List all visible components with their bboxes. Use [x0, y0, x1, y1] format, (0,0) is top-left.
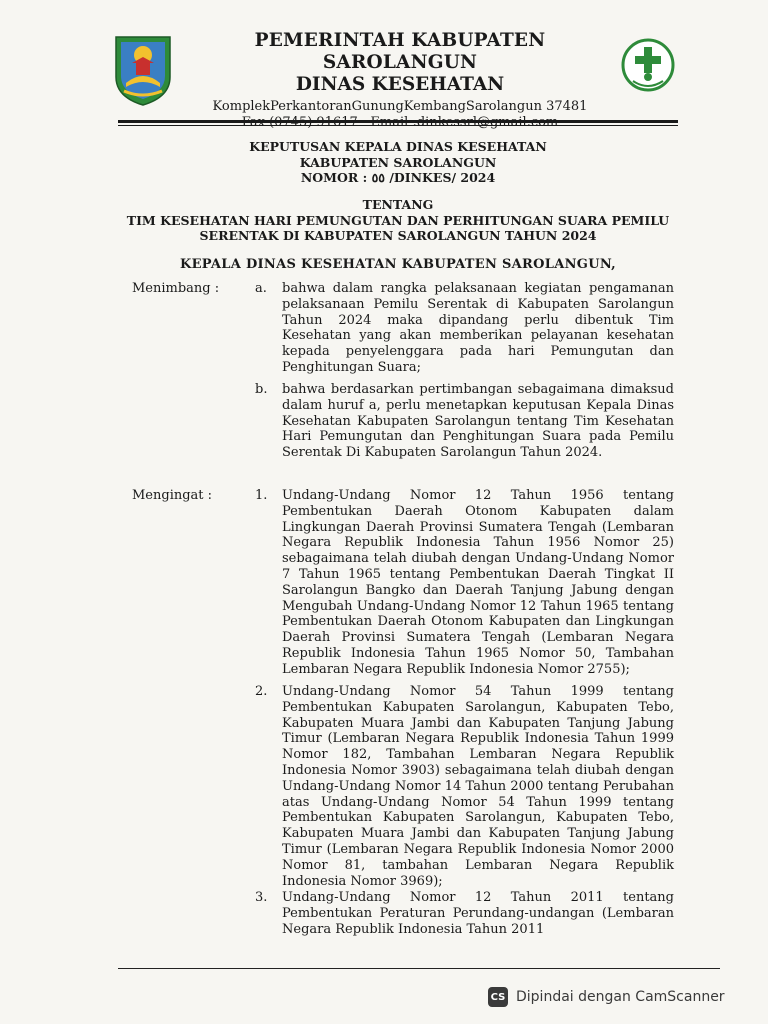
- decree-number: NOMOR : ٥٥ /DINKES/ 2024: [300, 170, 496, 185]
- list-marker: a.: [255, 281, 267, 296]
- camscanner-watermark-text: Dipindai dengan CamScanner: [516, 989, 725, 1005]
- list-item: [255, 281, 675, 376]
- letterhead-divider-thin: [118, 125, 678, 126]
- subject-line2: SERENTAK DI KABUPATEN SAROLANGUN TAHUN 2024: [199, 228, 597, 243]
- list-item: [255, 890, 675, 940]
- subject-line1: TIM KESEHATAN HARI PEMUNGUTAN DAN PERHITUNGAN SUARA PEMILU: [126, 212, 670, 228]
- head-of-office-heading: KEPALA DINAS KESEHATAN KABUPATEN SAROLANGUN,: [179, 257, 617, 272]
- institution-address: KomplekPerkantoranGunungKembangSarolangun 37481: [212, 99, 588, 114]
- list-item: [255, 684, 675, 890]
- list-text: Undang-Undang Nomor 12 Tahun 2011 tentang Pembentukan Peraturan Perundang-undangan (Lembaran Negara Republik Indonesia Tahun 2011: [282, 890, 674, 937]
- list-marker: 3.: [255, 890, 268, 905]
- list-marker: 2.: [255, 684, 268, 699]
- list-text: Undang-Undang Nomor 12 Tahun 1956 tentang Pembentukan Daerah Otonom Kabupaten dalam Lingkungan Daerah Provinsi Sumatera Tengah (Lembaran Negara Republik Indonesia Tahun 1956 Nomor 25) sebagaimana telah diubah dengan Undang-Undang Nomor 7 Tahun 1965 tentang Pembentukan Daerah Tingkat II Sarolangun Bangko dan Daerah Tanjung Jabung dengan Mengubah Undang-Undang Nomor 12 Tahun 1965 tentang Pembentukan Daerah Otonom Kabupaten dan Lingkungan Daerah Provinsi Sumatera Tengah (Lembaran Negara Republik Indonesia Tahun 1965 Nomor 50, Tambahan Lembaran Negara Republik Indonesia Nomor 2755);: [282, 488, 674, 677]
- institution-subtitle: DINAS KESEHATAN: [295, 74, 505, 95]
- camscanner-watermark: [470, 980, 758, 1014]
- list-marker: 1.: [255, 488, 268, 503]
- page-bottom-rule: [118, 968, 720, 969]
- list-text: bahwa berdasarkan pertimbangan sebagaimana dimaksud dalam huruf a, perlu menetapkan keputusan Kepala Dinas Kesehatan Kabupaten Sarolangun tentang Tim Kesehatan Hari Pemungutan dan Penghitungan Suara pada Pemilu Serentak Di Kabupaten Sarolangun Tahun 2024.: [282, 382, 674, 461]
- menimbang-label: Menimbang :: [132, 281, 220, 296]
- regency-coat-of-arms-icon: [112, 33, 174, 107]
- letterhead: [180, 30, 620, 131]
- institution-contact: [180, 115, 620, 131]
- list-item: [255, 488, 675, 684]
- list-text: Undang-Undang Nomor 54 Tahun 1999 tentang Pembentukan Kabupaten Sarolangun, Kabupaten Tebo, Kabupaten Muara Jambi dan Kabupaten Tanjung Jabung Timur (Lembaran Negara Republik Indonesia Tahun 1999 Nomor 182, Tambahan Lembaran Negara Republik Indonesia Nomor 3903) sebagaimana telah diubah dengan Undang-Undang Nomor 14 Tahun 2000 tentang Perubahan atas Undang-Undang Nomor 54 Tahun 1999 tentang Pembentukan Kabupaten Sarolangun, Kabupaten Tebo, Kabupaten Muara Jambi dan Kabupaten Tanjung Jabung Timur (Lembaran Negara Republik Indonesia Nomor 2000 Nomor 81, tambahan Lembaran Negara Republik Indonesia Nomor 3969);: [282, 684, 674, 889]
- list-text: bahwa dalam rangka pelaksanaan kegiatan pengamanan pelaksanaan Pemilu Serentak di Kabupaten Sarolangun Tahun 2024 maka dipandang perlu dibentuk Tim Kesehatan yang akan memberikan pelayanan kesehatan kepada penyelenggara pada hari Pemungutan dan Penghitungan Suara;: [282, 281, 674, 375]
- subject-block: [118, 197, 678, 244]
- decree-title-block: [118, 139, 678, 186]
- decree-title-line2: KABUPATEN SAROLANGUN: [299, 154, 497, 170]
- decree-title-line1: KEPUTUSAN KEPALA DINAS KESEHATAN: [249, 139, 547, 154]
- letterhead-divider-thick: [118, 120, 678, 123]
- mengingat-label: Mengingat :: [132, 488, 213, 503]
- tentang-label: TENTANG: [362, 197, 434, 212]
- institution-title: PEMERINTAH KABUPATEN SAROLANGUN: [254, 30, 546, 73]
- list-item: [255, 382, 675, 477]
- camscanner-logo-icon: CS: [488, 987, 508, 1007]
- list-marker: b.: [255, 382, 268, 397]
- health-ministry-logo-icon: [621, 37, 675, 93]
